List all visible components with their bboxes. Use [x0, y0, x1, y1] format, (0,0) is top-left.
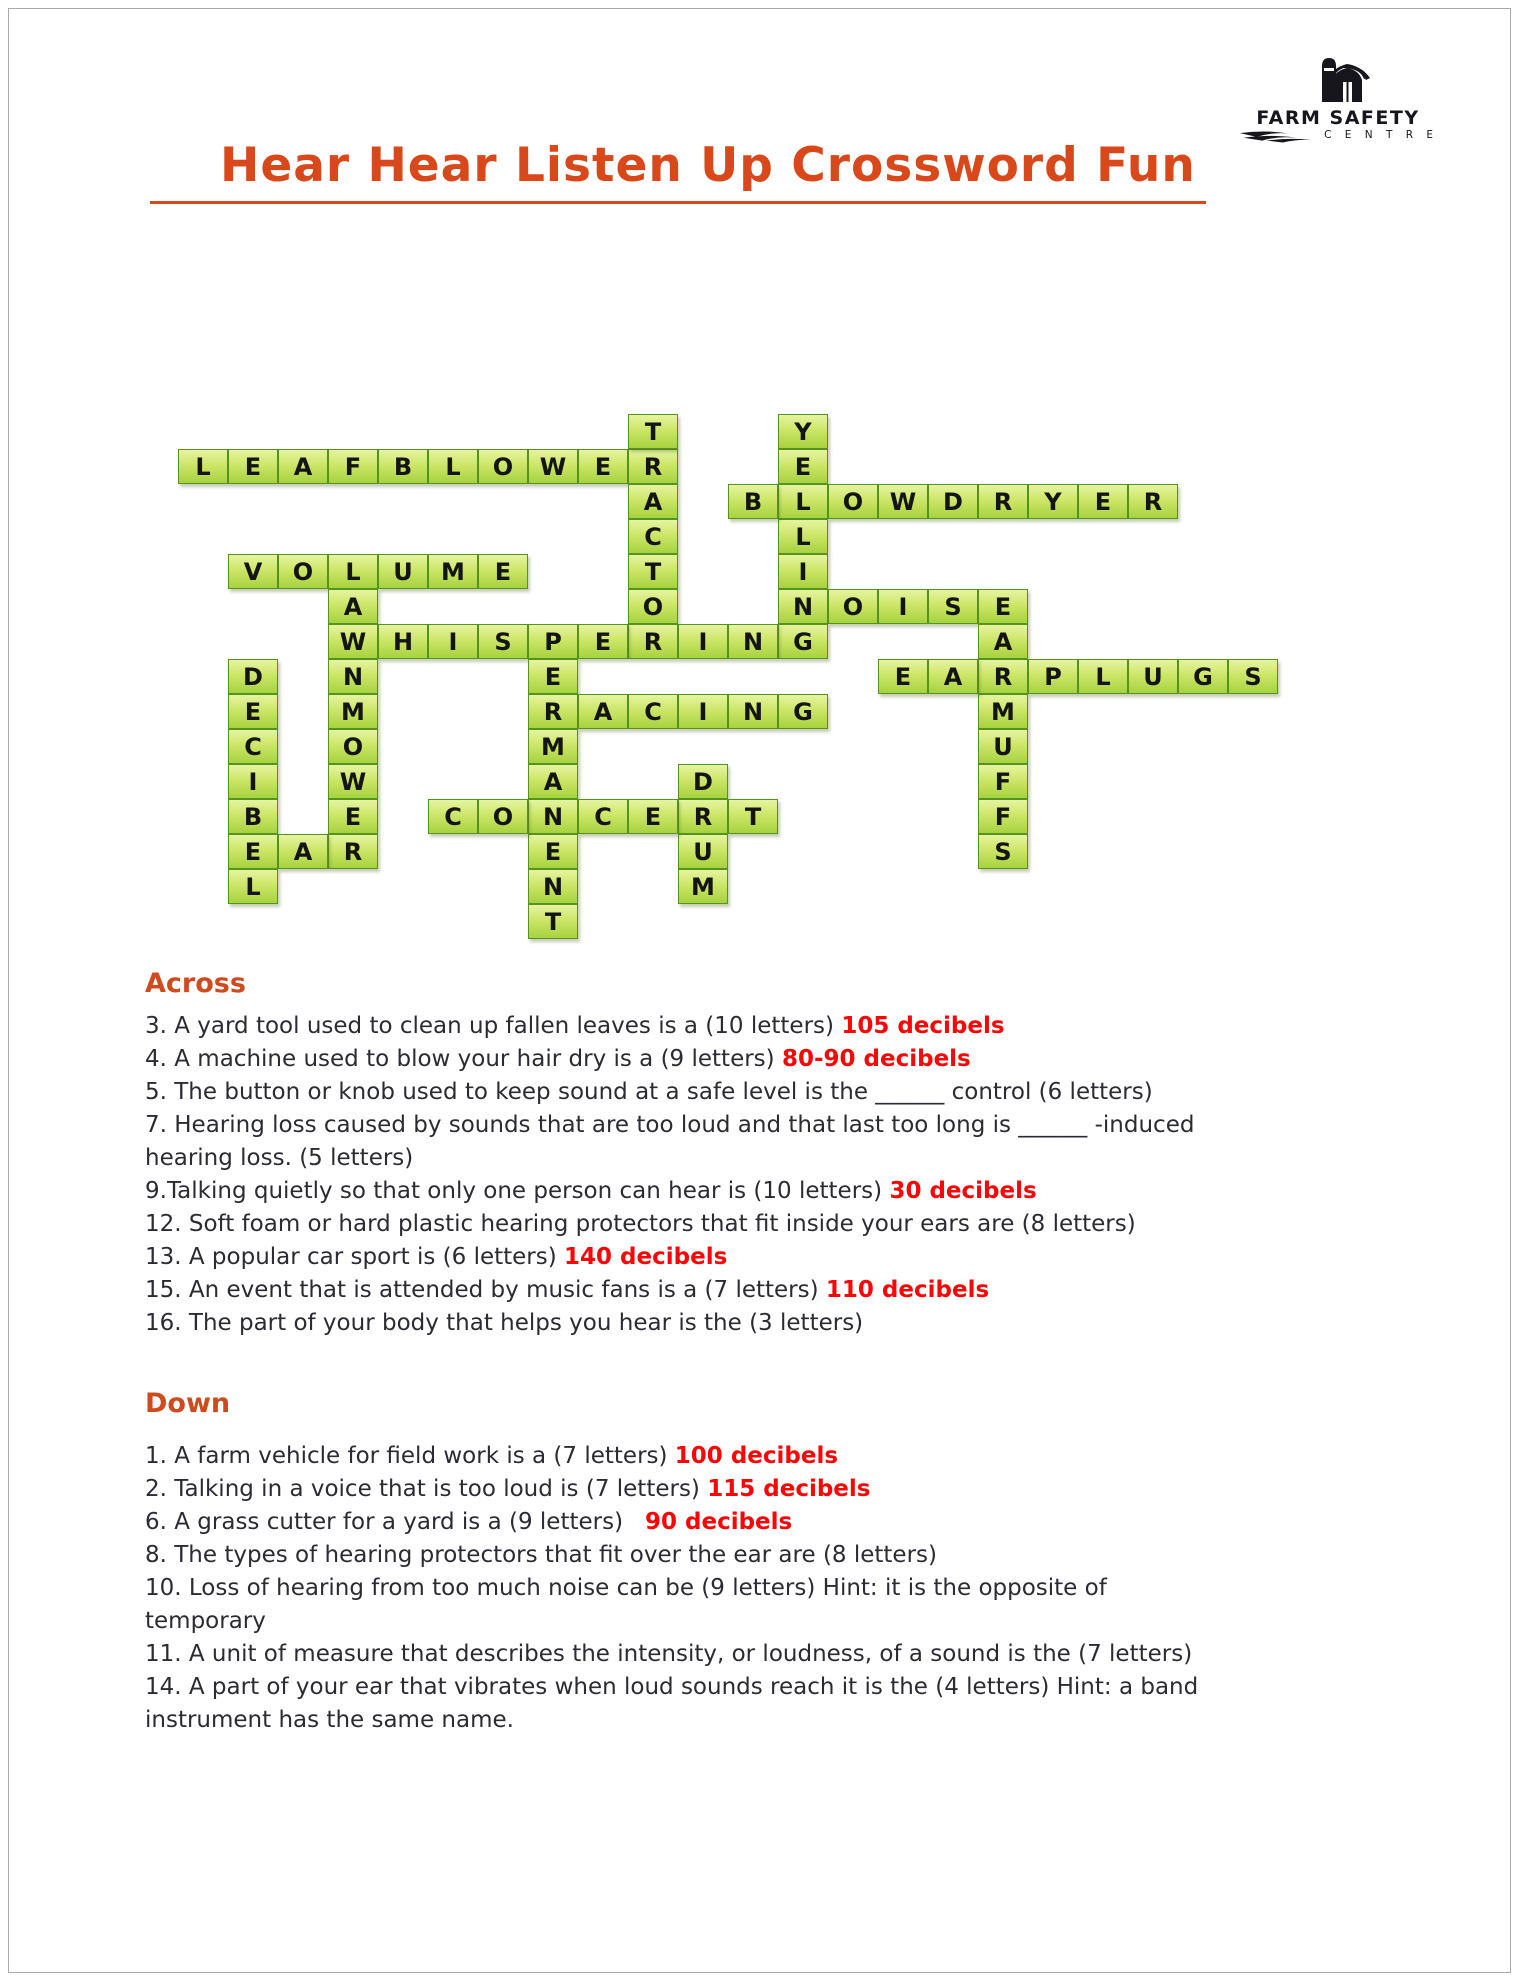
page-title: Hear Hear Listen Up Crossword Fun	[220, 138, 1196, 193]
clue-text: 10. Loss of hearing from too much noise can be (9 letters) Hint: it is the opposite of	[145, 1575, 1107, 1601]
clue-text: 13. A popular car sport is (6 letters)	[145, 1244, 565, 1270]
clue-text: 14. A part of your ear that vibrates when loud sounds reach it is the (4 letters) Hint: a band	[145, 1674, 1199, 1700]
grid-cell-r11c6: O	[478, 799, 528, 834]
grid-cell-r8c9: C	[628, 694, 678, 729]
grid-cell-r7c3: N	[328, 659, 378, 694]
grid-cell-r9c16: U	[978, 729, 1028, 764]
grid-cell-r8c16: M	[978, 694, 1028, 729]
grid-cell-r4c4: U	[378, 554, 428, 589]
clue-line	[145, 1638, 1445, 1671]
clue-text: 1. A farm vehicle for field work is a (7 letters)	[145, 1443, 675, 1469]
decibel-answer: 115 decibels	[707, 1476, 871, 1502]
grid-cell-r10c16: F	[978, 764, 1028, 799]
grid-cell-r5c3: A	[328, 589, 378, 624]
grid-cell-r8c10: I	[678, 694, 728, 729]
farm-safety-centre-logo	[1238, 56, 1438, 143]
grid-cell-r7c15: A	[928, 659, 978, 694]
logo-swoosh-icon	[1238, 127, 1324, 143]
grid-cell-r4c1: V	[228, 554, 278, 589]
grid-cell-r1c1: E	[228, 449, 278, 484]
grid-cell-r2c13: O	[828, 484, 878, 519]
clue-line	[145, 1208, 1445, 1241]
barn-icon	[1300, 56, 1376, 106]
grid-cell-r1c6: O	[478, 449, 528, 484]
grid-cell-r4c2: O	[278, 554, 328, 589]
grid-cell-r6c9: R	[628, 624, 678, 659]
grid-cell-r9c1: C	[228, 729, 278, 764]
clue-text: 5. The button or knob used to keep sound at a safe level is the ______ control (6 letters)	[145, 1079, 1153, 1105]
clue-line	[145, 1506, 1445, 1539]
grid-cell-r2c12: L	[778, 484, 828, 519]
clue-line	[145, 1109, 1445, 1142]
grid-cell-r11c3: E	[328, 799, 378, 834]
clue-text: 4. A machine used to blow your hair dry is a (9 letters)	[145, 1046, 782, 1072]
clue-text: 8. The types of hearing protectors that fit over the ear are (8 letters)	[145, 1542, 937, 1568]
grid-cell-r4c12: I	[778, 554, 828, 589]
grid-cell-r7c17: P	[1028, 659, 1078, 694]
grid-cell-r8c1: E	[228, 694, 278, 729]
decibel-answer: 30 decibels	[889, 1178, 1037, 1204]
decibel-answer: 100 decibels	[674, 1443, 839, 1469]
across-heading: Across	[145, 968, 246, 999]
grid-cell-r1c7: W	[528, 449, 578, 484]
grid-cell-r5c14: I	[878, 589, 928, 624]
clue-line	[145, 1440, 1445, 1473]
grid-cell-r5c15: S	[928, 589, 978, 624]
decibel-answer: 110 decibels	[825, 1277, 990, 1303]
grid-cell-r11c11: T	[728, 799, 778, 834]
grid-cell-r10c3: W	[328, 764, 378, 799]
clue-line	[145, 1572, 1445, 1605]
grid-cell-r12c3: R	[328, 834, 378, 869]
grid-cell-r8c12: G	[778, 694, 828, 729]
grid-cell-r7c14: E	[878, 659, 928, 694]
grid-cell-r4c6: E	[478, 554, 528, 589]
grid-cell-r5c13: O	[828, 589, 878, 624]
grid-cell-r12c10: U	[678, 834, 728, 869]
clue-text: 6. A grass cutter for a yard is a (9 letters)	[145, 1509, 645, 1535]
grid-cell-r6c6: S	[478, 624, 528, 659]
crossword-grid	[178, 414, 1278, 939]
grid-cell-r1c0: L	[178, 449, 228, 484]
grid-cell-r13c10: M	[678, 869, 728, 904]
grid-cell-r1c5: L	[428, 449, 478, 484]
grid-cell-r12c16: S	[978, 834, 1028, 869]
grid-cell-r11c1: B	[228, 799, 278, 834]
clue-line	[145, 1671, 1445, 1704]
clue-text: 15. An event that is attended by music fans is a (7 letters)	[145, 1277, 826, 1303]
grid-cell-r11c7: N	[528, 799, 578, 834]
grid-cell-r7c20: G	[1178, 659, 1228, 694]
grid-cell-r8c7: R	[528, 694, 578, 729]
grid-cell-r6c3: W	[328, 624, 378, 659]
clue-line	[145, 1307, 1445, 1340]
grid-cell-r8c8: A	[578, 694, 628, 729]
grid-cell-r3c9: C	[628, 519, 678, 554]
grid-cell-r1c9: R	[628, 449, 678, 484]
grid-cell-r5c9: O	[628, 589, 678, 624]
grid-cell-r7c19: U	[1128, 659, 1178, 694]
clue-text: 11. A unit of measure that describes the intensity, or loudness, of a sound is the (7 letters)	[145, 1641, 1193, 1667]
grid-cell-r11c16: F	[978, 799, 1028, 834]
grid-cell-r0c12: Y	[778, 414, 828, 449]
clue-line	[145, 1241, 1445, 1274]
clue-line	[145, 1175, 1445, 1208]
grid-cell-r2c16: R	[978, 484, 1028, 519]
grid-cell-r6c7: P	[528, 624, 578, 659]
clue-text: 12. Soft foam or hard plastic hearing protectors that fit inside your ears are (8 letters)	[145, 1211, 1136, 1237]
clue-text: temporary	[145, 1608, 266, 1634]
grid-cell-r6c11: N	[728, 624, 778, 659]
grid-cell-r1c4: B	[378, 449, 428, 484]
grid-cell-r5c12: N	[778, 589, 828, 624]
grid-cell-r10c10: D	[678, 764, 728, 799]
clue-line	[145, 1473, 1445, 1506]
grid-cell-r11c10: R	[678, 799, 728, 834]
grid-cell-r2c19: R	[1128, 484, 1178, 519]
clue-text: 16. The part of your body that helps you hear is the (3 letters)	[145, 1310, 864, 1336]
decibel-answer: 140 decibels	[564, 1244, 728, 1270]
grid-cell-r7c7: E	[528, 659, 578, 694]
grid-cell-r11c8: C	[578, 799, 628, 834]
title-underline	[150, 138, 1206, 204]
grid-cell-r1c12: E	[778, 449, 828, 484]
decibel-answer: 105 decibels	[841, 1013, 1005, 1039]
grid-cell-r7c18: L	[1078, 659, 1128, 694]
grid-cell-r12c1: E	[228, 834, 278, 869]
grid-cell-r14c7: T	[528, 904, 578, 939]
clue-text: 9.Talking quietly so that only one person can hear is (10 letters)	[145, 1178, 890, 1204]
grid-cell-r1c3: F	[328, 449, 378, 484]
grid-cell-r7c16: R	[978, 659, 1028, 694]
grid-cell-r6c8: E	[578, 624, 628, 659]
grid-cell-r6c4: H	[378, 624, 428, 659]
clue-line	[145, 1539, 1445, 1572]
decibel-answer: 80-90 decibels	[781, 1046, 971, 1072]
clue-text: 7. Hearing loss caused by sounds that are too loud and that last too long is ______ -induced	[145, 1112, 1195, 1138]
grid-cell-r2c17: Y	[1028, 484, 1078, 519]
grid-cell-r12c2: A	[278, 834, 328, 869]
logo-line2: C E N T R E	[1324, 129, 1438, 141]
clue-line	[145, 1605, 1445, 1638]
clue-line	[145, 1076, 1445, 1109]
grid-cell-r6c16: A	[978, 624, 1028, 659]
grid-cell-r1c2: A	[278, 449, 328, 484]
clue-line	[145, 1010, 1445, 1043]
grid-cell-r8c11: N	[728, 694, 778, 729]
grid-cell-r9c3: O	[328, 729, 378, 764]
grid-cell-r8c3: M	[328, 694, 378, 729]
grid-cell-r11c9: E	[628, 799, 678, 834]
grid-cell-r7c21: S	[1228, 659, 1278, 694]
grid-cell-r4c3: L	[328, 554, 378, 589]
grid-cell-r13c7: N	[528, 869, 578, 904]
grid-cell-r6c12: G	[778, 624, 828, 659]
grid-cell-r6c10: I	[678, 624, 728, 659]
grid-cell-r2c18: E	[1078, 484, 1128, 519]
grid-cell-r5c16: E	[978, 589, 1028, 624]
grid-cell-r6c5: I	[428, 624, 478, 659]
down-clues	[145, 1440, 1445, 1737]
clue-text: 2. Talking in a voice that is too loud is (7 letters)	[145, 1476, 708, 1502]
grid-cell-r3c12: L	[778, 519, 828, 554]
grid-cell-r13c1: L	[228, 869, 278, 904]
grid-cell-r1c8: E	[578, 449, 628, 484]
grid-cell-r11c5: C	[428, 799, 478, 834]
grid-cell-r2c14: W	[878, 484, 928, 519]
clue-text: hearing loss. (5 letters)	[145, 1145, 414, 1171]
grid-cell-r10c7: A	[528, 764, 578, 799]
grid-cell-r0c9: T	[628, 414, 678, 449]
grid-cell-r10c1: I	[228, 764, 278, 799]
clue-text: 3. A yard tool used to clean up fallen leaves is a (10 letters)	[145, 1013, 842, 1039]
clue-line	[145, 1274, 1445, 1307]
grid-cell-r4c5: M	[428, 554, 478, 589]
grid-cell-r4c9: T	[628, 554, 678, 589]
down-heading: Down	[145, 1388, 231, 1419]
across-clues	[145, 1010, 1445, 1340]
grid-cell-r2c11: B	[728, 484, 778, 519]
logo-line1: FARM SAFETY	[1256, 107, 1420, 129]
grid-cell-r2c9: A	[628, 484, 678, 519]
clue-line	[145, 1704, 1445, 1737]
clue-line	[145, 1043, 1445, 1076]
grid-cell-r12c7: E	[528, 834, 578, 869]
grid-cell-r2c15: D	[928, 484, 978, 519]
decibel-answer: 90 decibels	[645, 1509, 793, 1535]
clue-line	[145, 1142, 1445, 1175]
grid-cell-r9c7: M	[528, 729, 578, 764]
clue-text: instrument has the same name.	[145, 1707, 514, 1733]
grid-cell-r7c1: D	[228, 659, 278, 694]
